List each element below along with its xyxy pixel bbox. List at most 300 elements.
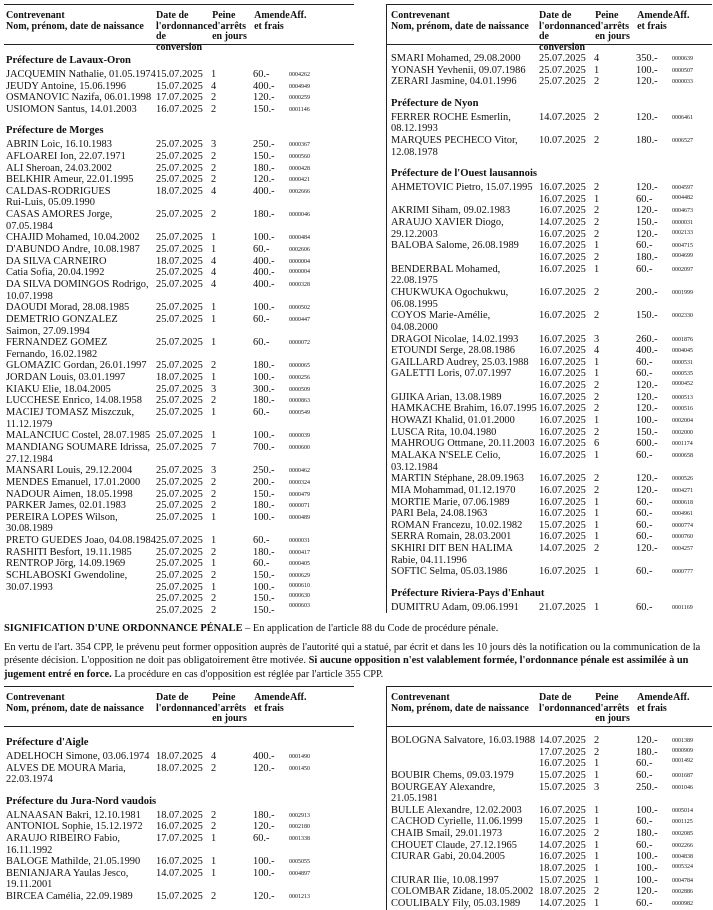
offender-name-cont: 30.07.1993 bbox=[6, 581, 53, 593]
header-aff: Aff. bbox=[290, 692, 307, 703]
section-title: Préfecture du Jura-Nord vaudois bbox=[6, 795, 157, 807]
date-cell bbox=[156, 477, 211, 489]
aff-value: 0004597 bbox=[672, 185, 693, 192]
date-value: 25.07.2025 bbox=[156, 558, 203, 570]
offender-name: PARKER James, 02.01.1983 bbox=[6, 500, 126, 512]
amende-value: 60.- bbox=[636, 449, 653, 461]
amende-cell bbox=[253, 104, 289, 116]
table-row bbox=[4, 372, 354, 384]
peine-cell bbox=[211, 407, 253, 419]
date-cell bbox=[539, 735, 594, 770]
aff-cell bbox=[672, 508, 712, 519]
aff-value: 0001213 bbox=[289, 894, 310, 901]
aff-cell bbox=[672, 898, 712, 909]
date-cell bbox=[539, 851, 594, 874]
amende-value: 100.- bbox=[253, 511, 275, 523]
aff-value: 0000603 bbox=[289, 602, 310, 609]
aff-value: 0002000 bbox=[672, 429, 693, 436]
date-value: 14.07.2025 bbox=[539, 543, 586, 555]
date-cell bbox=[539, 886, 594, 898]
date-value: 15.07.2025 bbox=[539, 816, 586, 828]
aff-cell bbox=[672, 566, 712, 577]
section-spacer bbox=[387, 727, 712, 735]
offender-name: BULLE Alexandre, 12.02.2003 bbox=[391, 804, 522, 816]
date-cell bbox=[539, 508, 594, 520]
peine-value: 2 bbox=[211, 103, 217, 115]
amende-cell bbox=[636, 840, 672, 852]
table-row bbox=[387, 770, 712, 782]
date-value: 14.07.2025 bbox=[539, 735, 586, 746]
peine-value: 1 bbox=[594, 601, 600, 613]
aff-value: 0001490 bbox=[289, 753, 310, 760]
peine-value: 1 bbox=[594, 496, 600, 508]
aff-value: 0001492 bbox=[672, 758, 693, 764]
date-value: 25.07.2025 bbox=[156, 174, 203, 186]
date-cell bbox=[156, 139, 211, 151]
aff-cell bbox=[289, 151, 354, 162]
aff-cell bbox=[672, 287, 712, 298]
offender-cell bbox=[4, 69, 156, 81]
date-value: 25.07.2025 bbox=[539, 53, 586, 64]
table-row bbox=[4, 442, 354, 465]
amende-value: 60.- bbox=[636, 839, 653, 851]
amende-cell bbox=[253, 209, 289, 221]
date-cell bbox=[156, 500, 211, 512]
aff-value: 0000630 bbox=[289, 592, 310, 599]
amende-cell bbox=[253, 500, 289, 512]
date-value: 25.07.2025 bbox=[156, 337, 203, 349]
table-row bbox=[387, 287, 712, 310]
date-cell bbox=[156, 163, 211, 175]
offender-cell bbox=[387, 310, 539, 333]
peine-value: 1 bbox=[211, 337, 217, 349]
aff-value: 0002330 bbox=[672, 313, 693, 320]
peine-value: 1 bbox=[594, 874, 600, 886]
peine-cell bbox=[211, 891, 253, 903]
aff-cell bbox=[672, 217, 712, 238]
aff-cell bbox=[289, 395, 354, 406]
offender-name: DEMETRIO GONZALEZ bbox=[6, 313, 118, 325]
date-value: 14.07.2025 bbox=[539, 839, 586, 851]
amende-value: 100.- bbox=[636, 851, 658, 863]
offender-name: PRETO GUEDES Joao, 04.08.1984 bbox=[6, 535, 156, 547]
aff-cell bbox=[672, 53, 712, 64]
aff-cell bbox=[289, 430, 354, 441]
aff-cell bbox=[672, 112, 712, 123]
table-row bbox=[4, 186, 354, 209]
offender-name: CASAS AMORES Jorge, 07.05.1984 bbox=[6, 209, 113, 232]
peine-value: 2 bbox=[594, 403, 600, 415]
table-row bbox=[4, 547, 354, 559]
date-value: 16.07.2025 bbox=[539, 473, 586, 485]
date-cell bbox=[539, 898, 594, 910]
date-value: 25.07.2025 bbox=[156, 465, 203, 477]
date-value: 25.07.2025 bbox=[156, 593, 203, 605]
date-value: 18.07.2025 bbox=[156, 255, 203, 267]
date-cell bbox=[156, 384, 211, 396]
offender-name: LUCCHESE Enrico, 14.08.1958 bbox=[6, 395, 142, 407]
aff-value: 0002004 bbox=[672, 418, 693, 425]
amende-cell bbox=[636, 886, 672, 898]
notice-bold-text: Si aucune opposition n'est valablement formée, l'ordonnance pénale est assimilée à un jugement entré en force. bbox=[4, 655, 689, 680]
table-morges-nyon-ouest bbox=[386, 4, 712, 613]
aff-value: 0002886 bbox=[672, 889, 693, 896]
table-header bbox=[4, 687, 354, 727]
amende-cell bbox=[253, 151, 289, 163]
offender-cell bbox=[4, 558, 156, 570]
amende-cell bbox=[636, 65, 672, 77]
aff-cell bbox=[672, 886, 712, 897]
amende-cell bbox=[253, 244, 289, 256]
aff-value: 0002666 bbox=[289, 188, 310, 195]
table-row bbox=[4, 489, 354, 501]
peine-cell bbox=[211, 535, 253, 547]
aff-cell bbox=[289, 763, 354, 774]
date-value: 15.07.2025 bbox=[539, 874, 586, 886]
aff-cell bbox=[289, 104, 354, 115]
offender-name-cont: Rabie, 04.11.1996 bbox=[391, 554, 467, 566]
aff-value: 0002097 bbox=[672, 266, 693, 273]
table-row bbox=[4, 833, 354, 856]
date-cell bbox=[539, 368, 594, 391]
aff-cell bbox=[672, 450, 712, 461]
offender-name: ALNAASAN Bakri, 12.10.1981 bbox=[6, 809, 141, 821]
offender-cell bbox=[387, 205, 539, 217]
peine-value: 1 bbox=[211, 407, 217, 419]
date-value: 16.07.2025 bbox=[539, 356, 586, 368]
aff-value: 0001046 bbox=[672, 784, 693, 791]
peine-cell bbox=[211, 244, 253, 256]
amende-cell bbox=[636, 566, 672, 578]
amende-cell bbox=[636, 310, 672, 322]
date-value: 16.07.2025 bbox=[539, 438, 586, 450]
amende-cell bbox=[636, 898, 672, 910]
peine-cell bbox=[594, 403, 636, 415]
peine-cell bbox=[211, 314, 253, 326]
peine-cell bbox=[594, 543, 636, 555]
peine-value: 1 bbox=[594, 519, 600, 531]
aff-cell bbox=[289, 244, 354, 255]
aff-value: 0004961 bbox=[672, 511, 693, 518]
date-value: 16.07.2025 bbox=[539, 310, 586, 322]
aff-value: 0000560 bbox=[289, 153, 310, 160]
offender-cell bbox=[4, 395, 156, 407]
aff-value: 0002913 bbox=[289, 812, 310, 819]
date-cell bbox=[156, 856, 211, 868]
peine-cell bbox=[594, 531, 636, 543]
offender-name: RENTROP Jörg, 14.09.1969 bbox=[6, 558, 126, 570]
offender-cell bbox=[387, 368, 539, 380]
amende-value: 100.- bbox=[636, 863, 658, 875]
offender-cell bbox=[387, 543, 539, 566]
amende-value: 180.- bbox=[253, 395, 275, 407]
table-row bbox=[387, 450, 712, 473]
peine-cell bbox=[211, 465, 253, 477]
amende-cell bbox=[636, 427, 672, 439]
aff-value: 0001389 bbox=[672, 738, 693, 744]
amende-value: 250.- bbox=[253, 139, 275, 151]
peine-cell bbox=[211, 384, 253, 396]
date-cell bbox=[539, 450, 594, 462]
amende-cell bbox=[636, 875, 672, 887]
table-row bbox=[4, 500, 354, 512]
amende-cell bbox=[253, 407, 289, 419]
amende-value: 400.- bbox=[253, 278, 275, 290]
amende-value: 400.- bbox=[253, 185, 275, 197]
date-cell bbox=[156, 833, 211, 845]
offender-name: MALANCIUC Costel, 28.07.1985 bbox=[6, 430, 151, 442]
aff-cell bbox=[672, 65, 712, 76]
amende-cell bbox=[636, 816, 672, 828]
date-value: 15.07.2025 bbox=[539, 781, 586, 793]
date-cell bbox=[539, 357, 594, 369]
table-row bbox=[4, 104, 354, 116]
amende-value: 100.- bbox=[253, 372, 275, 384]
aff-value: 0000777 bbox=[672, 569, 693, 576]
aff-value: 0000367 bbox=[289, 142, 310, 149]
amende-value: 400.- bbox=[253, 750, 275, 762]
date-value: 16.07.2025 bbox=[539, 380, 586, 392]
offender-name: HAMKACHE Brahim, 16.07.1995 bbox=[391, 403, 537, 415]
amende-value: 150.- bbox=[636, 217, 658, 229]
amende-cell bbox=[253, 810, 289, 822]
table-row bbox=[387, 543, 712, 566]
peine-value: 2 bbox=[594, 735, 600, 746]
offender-cell bbox=[4, 763, 156, 786]
aff-cell bbox=[672, 403, 712, 414]
offender-cell bbox=[4, 360, 156, 372]
aff-value: 0000462 bbox=[289, 468, 310, 475]
amende-value: 180.- bbox=[253, 546, 275, 558]
amende-cell bbox=[253, 833, 289, 845]
date-value: 16.07.2025 bbox=[539, 228, 586, 240]
offender-cell bbox=[387, 287, 539, 310]
date-value: 25.07.2025 bbox=[156, 476, 203, 488]
peine-value: 1 bbox=[211, 430, 217, 442]
date-value: 25.07.2025 bbox=[156, 511, 203, 523]
peine-value: 7 bbox=[211, 441, 217, 453]
table-lavaux-morges bbox=[4, 4, 354, 617]
aff-value: 0000421 bbox=[289, 177, 310, 184]
aff-value: 0000629 bbox=[289, 572, 310, 579]
aff-cell bbox=[289, 810, 354, 821]
aff-value: 0000507 bbox=[672, 67, 693, 74]
peine-value: 1 bbox=[211, 372, 217, 384]
aff-value: 0000031 bbox=[289, 538, 310, 545]
peine-cell bbox=[594, 53, 636, 65]
aff-value: 0001125 bbox=[672, 819, 693, 826]
offender-name: ABRIN Loic, 16.10.1983 bbox=[6, 139, 112, 151]
offender-cell bbox=[4, 891, 156, 903]
peine-value: 2 bbox=[594, 746, 600, 758]
amende-cell bbox=[253, 856, 289, 868]
date-cell bbox=[156, 535, 211, 547]
aff-cell bbox=[289, 384, 354, 395]
aff-value: 0000479 bbox=[289, 491, 310, 498]
amende-value: 120.- bbox=[636, 403, 658, 415]
aff-cell bbox=[672, 310, 712, 321]
date-cell bbox=[156, 232, 211, 244]
date-value: 25.07.2025 bbox=[156, 244, 203, 256]
amende-cell bbox=[636, 135, 672, 147]
peine-cell bbox=[594, 76, 636, 88]
peine-cell bbox=[594, 828, 636, 840]
offender-cell bbox=[387, 76, 539, 88]
aff-cell bbox=[672, 543, 712, 554]
amende-value: 180.- bbox=[253, 360, 275, 372]
aff-cell bbox=[672, 357, 712, 368]
aff-value: 0000610 bbox=[289, 582, 310, 589]
offender-cell bbox=[4, 337, 156, 360]
section-title: Préfecture de Nyon bbox=[391, 97, 479, 109]
peine-value: 2 bbox=[211, 174, 217, 186]
aff-cell bbox=[289, 372, 354, 383]
peine-value: 1 bbox=[211, 535, 217, 547]
peine-value: 1 bbox=[594, 531, 600, 543]
date-cell bbox=[156, 868, 211, 880]
date-cell bbox=[156, 256, 211, 279]
amende-cell bbox=[636, 851, 672, 874]
date-value: 17.07.2025 bbox=[539, 746, 586, 758]
section-title: Préfecture d'Aigle bbox=[6, 737, 89, 748]
peine-value: 2 bbox=[211, 604, 217, 616]
table-row bbox=[387, 392, 712, 404]
amende-value: 120.- bbox=[253, 891, 275, 903]
offender-name: CHUKWUKA Ogochukwu, bbox=[391, 286, 509, 298]
table-row bbox=[4, 256, 354, 279]
offender-name: CHAJID Mohamed, 10.04.2002 bbox=[6, 232, 140, 244]
peine-cell bbox=[594, 875, 636, 887]
peine-value: 1 bbox=[211, 511, 217, 523]
offender-name: DA SILVA CARNEIRO bbox=[6, 255, 107, 267]
offender-cell bbox=[387, 65, 539, 77]
table-row bbox=[387, 782, 712, 805]
peine-value: 2 bbox=[594, 391, 600, 403]
peine-value: 2 bbox=[594, 484, 600, 496]
peine-value: 1 bbox=[594, 263, 600, 275]
aff-cell bbox=[289, 69, 354, 80]
header-name: Contrevenant Nom, prénom, date de naissance bbox=[391, 10, 529, 32]
offender-name: SOFTIC Selma, 05.03.1986 bbox=[391, 566, 508, 578]
header-aff: Aff. bbox=[673, 692, 690, 703]
table-row bbox=[387, 875, 712, 887]
table-row bbox=[387, 602, 712, 614]
aff-cell bbox=[289, 833, 354, 844]
amende-cell bbox=[636, 520, 672, 532]
offender-cell bbox=[387, 473, 539, 485]
peine-cell bbox=[211, 139, 253, 151]
date-value: 16.07.2025 bbox=[539, 804, 586, 816]
amende-value: 120.- bbox=[636, 484, 658, 496]
offender-cell bbox=[387, 485, 539, 497]
amende-value: 60.- bbox=[636, 758, 653, 770]
peine-value: 2 bbox=[211, 360, 217, 372]
offender-name: BALOGE Mathilde, 21.05.1990 bbox=[6, 856, 141, 868]
amende-cell bbox=[253, 489, 289, 501]
amende-value: 150.- bbox=[636, 310, 658, 322]
peine-cell bbox=[594, 357, 636, 369]
amende-value: 120.- bbox=[253, 174, 275, 186]
amende-value: 120.- bbox=[636, 76, 658, 88]
amende-cell bbox=[253, 139, 289, 151]
aff-cell bbox=[672, 334, 712, 345]
offender-cell bbox=[387, 898, 539, 910]
date-cell bbox=[539, 287, 594, 299]
date-cell bbox=[156, 751, 211, 763]
aff-cell bbox=[289, 535, 354, 546]
date-cell bbox=[539, 816, 594, 828]
date-cell bbox=[539, 217, 594, 240]
date-value: 16.07.2025 bbox=[539, 263, 586, 275]
date-value: 25.07.2025 bbox=[156, 581, 203, 593]
date-cell bbox=[156, 547, 211, 559]
amende-value: 60.- bbox=[636, 519, 653, 531]
amende-cell bbox=[636, 357, 672, 369]
offender-name: BENDERBAL Mohamed, bbox=[391, 263, 501, 275]
peine-cell bbox=[211, 186, 253, 198]
amende-value: 150.- bbox=[253, 593, 275, 605]
amende-cell bbox=[636, 828, 672, 840]
date-cell bbox=[539, 392, 594, 404]
date-cell bbox=[156, 465, 211, 477]
peine-cell bbox=[594, 485, 636, 497]
amende-value: 260.- bbox=[636, 333, 658, 345]
table-row bbox=[387, 816, 712, 828]
offender-name: CIURAR Ilie, 10.08.1997 bbox=[391, 874, 499, 886]
table-jura-continued bbox=[386, 686, 712, 910]
offender-name-cont: 30.08.1989 bbox=[6, 523, 53, 535]
date-cell bbox=[156, 372, 211, 384]
amende-value: 180.- bbox=[636, 252, 658, 264]
peine-value: 2 bbox=[594, 426, 600, 438]
peine-value: 2 bbox=[211, 92, 217, 104]
aff-cell bbox=[289, 891, 354, 902]
amende-cell bbox=[253, 547, 289, 559]
table-row bbox=[387, 240, 712, 263]
offender-cell bbox=[4, 465, 156, 477]
peine-cell bbox=[211, 372, 253, 384]
offender-name: SMARI Mohamed, 29.08.2000 bbox=[391, 53, 521, 64]
amende-value: 120.- bbox=[636, 380, 658, 392]
aff-cell bbox=[289, 81, 354, 92]
peine-value: 2 bbox=[594, 205, 600, 217]
aff-value: 0005055 bbox=[289, 859, 310, 866]
peine-value: 1 bbox=[594, 193, 600, 205]
peine-cell bbox=[594, 264, 636, 276]
peine-cell bbox=[594, 287, 636, 299]
offender-name: CHOUET Claude, 27.12.1965 bbox=[391, 839, 517, 851]
table-row bbox=[387, 76, 712, 88]
aff-value: 0001174 bbox=[672, 441, 693, 448]
offender-cell bbox=[4, 407, 156, 430]
table-row bbox=[4, 163, 354, 175]
aff-cell bbox=[289, 360, 354, 371]
table-row bbox=[4, 477, 354, 489]
date-cell bbox=[539, 602, 594, 614]
amende-value: 60.- bbox=[636, 816, 653, 828]
aff-cell bbox=[289, 256, 354, 277]
date-value: 16.07.2025 bbox=[539, 496, 586, 508]
date-value: 16.07.2025 bbox=[539, 449, 586, 461]
date-cell bbox=[156, 92, 211, 104]
amende-value: 60.- bbox=[636, 193, 653, 205]
offender-name: D'ABUNDO Andre, 10.08.1987 bbox=[6, 244, 140, 256]
peine-cell bbox=[594, 65, 636, 77]
offender-cell bbox=[387, 392, 539, 404]
offender-cell bbox=[387, 782, 539, 805]
peine-cell bbox=[594, 135, 636, 147]
aff-value: 0000256 bbox=[289, 375, 310, 382]
